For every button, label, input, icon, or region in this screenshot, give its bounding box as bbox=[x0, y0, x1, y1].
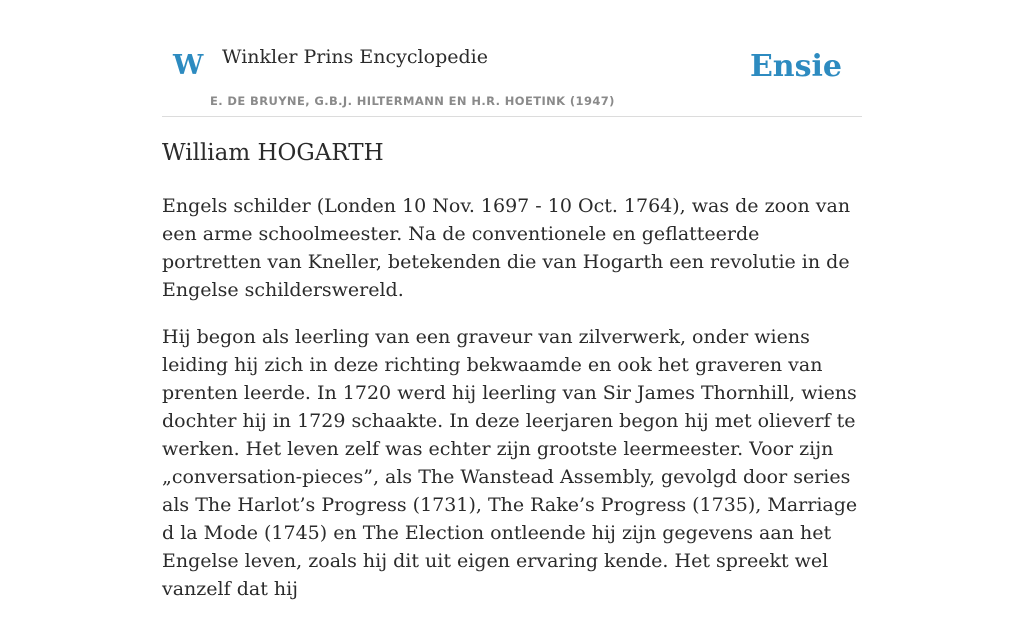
article-paragraph-2: Hij begon als leerling van een graveur van zilverwerk, onder wiens leiding hij zich in deze richting bekwaamde en ook het graveren van prenten leerde. In 1720 werd hij leerling van Sir James Thornhill, wiens dochter hij in 1729 schaakte. In deze leerjaren begon hij met olieverf te werken. Het leven zelf was echter zijn grootste leermeester. Voor zijn „conversation-pieces”, als The Wanstead Assembly, gevolgd door series als The Harlot’s Progress (1731), The Rake’s Progress (1735), Marriage d la Mode (1745) en The Election ontleende hij zijn gegevens aan het Engelse leven, zoals hij dit uit eigen ervaring kende. Het spreekt wel vanzelf dat hij bbox=[162, 326, 858, 600]
source-title-link[interactable]: Winkler Prins Encyclopedie bbox=[222, 46, 488, 68]
ensie-logo[interactable]: Ensie bbox=[749, 49, 842, 84]
source-authors: E. DE BRUYNE, G.B.J. HILTERMANN EN H.R. HOETINK (1947) bbox=[210, 94, 615, 108]
source-logo-icon[interactable]: W bbox=[173, 50, 204, 81]
article-title: William HOGARTH bbox=[162, 140, 384, 166]
source-header bbox=[162, 0, 862, 117]
article-paragraph-1: Engels schilder (Londen 10 Nov. 1697 - 10 Oct. 1764), was de zoon van een arme schoolmeester. Na de conventionele en geflatteerde portretten van Kneller, betekenden die van Hogarth een revolutie in de Engelse schilderswereld. bbox=[162, 195, 851, 301]
page bbox=[162, 0, 862, 600]
article-body bbox=[162, 192, 862, 622]
